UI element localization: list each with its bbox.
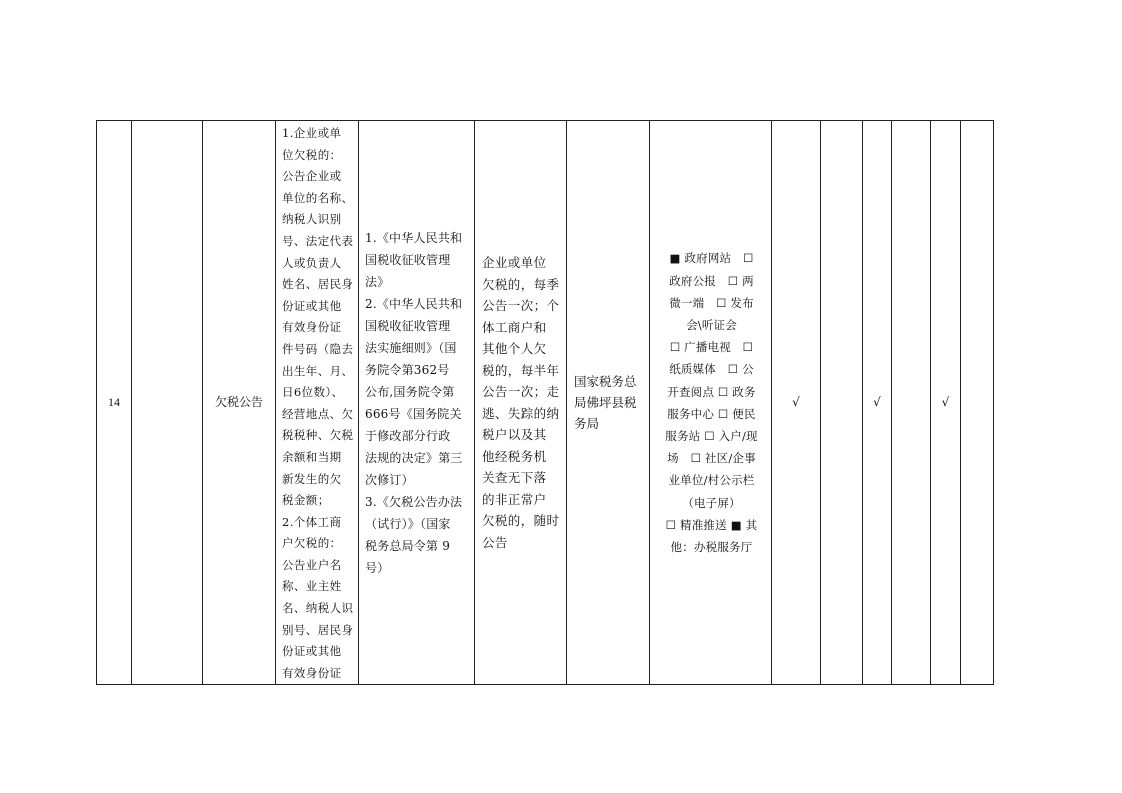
timing-line: 他经税务机 — [482, 448, 547, 464]
check-mark-icon: √ — [941, 395, 950, 410]
content-line: 日6位数）、 — [282, 385, 344, 400]
basis-line: 3.《欠税公告办法 — [365, 494, 463, 509]
content-line: 户欠税的： — [282, 536, 342, 551]
channel-line: ☐ 广播电视 ☐ — [669, 340, 754, 355]
subject-line: 局佛坪县税 — [574, 395, 637, 411]
mark-cell-e — [931, 121, 961, 685]
subject-line: 务局 — [574, 416, 600, 432]
basis-line: 于修改部分行政 — [365, 428, 451, 443]
content-line: 公告业户名 — [282, 557, 342, 572]
channel-line: 微一端 ☐ 发布 — [669, 295, 754, 310]
legal-basis-cell — [359, 121, 475, 685]
item-name-cell — [203, 121, 276, 685]
disclosure-subject — [574, 371, 645, 434]
disclosure-table — [96, 120, 994, 685]
table-row — [97, 121, 994, 685]
channel-line: 场 ☐ 社区/企事 — [667, 451, 756, 466]
content-line: 份证或其他 — [282, 298, 342, 313]
channel-line: （电子屏） — [682, 495, 741, 510]
timing-line: 税的，每半年 — [482, 362, 560, 378]
timing-line: 企业或单位 — [482, 255, 547, 271]
content-line: 称、业主姓 — [282, 579, 342, 594]
channel-line: 服务中心 ☐ 便民 — [667, 406, 756, 421]
disclosure-timing-cell — [475, 121, 567, 685]
content-line: 1.企业或单 — [282, 126, 342, 140]
mark-cell-c — [863, 121, 892, 685]
disclosure-channels-cell — [650, 121, 772, 685]
disclosure-subject-cell — [567, 121, 650, 685]
timing-line: 公告一次；走 — [482, 384, 560, 400]
basis-line: 公布,国务院令第 — [365, 384, 455, 399]
content-line: 余额和当期 — [282, 449, 342, 464]
content-line: 名、纳税人识 — [282, 601, 354, 616]
basis-line: 务院令第362号 — [365, 362, 450, 377]
content-line: 有效身份证 — [282, 320, 342, 335]
row-number: 14 — [108, 395, 120, 410]
basis-line: （试行）》（国家 — [365, 516, 451, 531]
basis-line: 法实施细则》（国 — [365, 340, 457, 355]
timing-line: 体工商户和 — [482, 319, 547, 335]
basis-line: 法》 — [365, 274, 390, 289]
content-line: 别号、居民身 — [282, 622, 354, 637]
row-number-cell — [97, 121, 132, 685]
basis-line: 666号《国务院关 — [365, 406, 462, 421]
basis-line: 国税收征收管理 — [365, 252, 451, 267]
content-line: 有效身份证 — [282, 665, 342, 680]
content-line: 新发生的欠 — [282, 471, 342, 486]
content-line: 位欠税的： — [282, 147, 342, 162]
channel-line: 他：办税服务厅 — [670, 539, 753, 554]
disclosure-channels — [660, 247, 763, 558]
basis-line: 税务总局令第 9 — [365, 538, 451, 553]
mark-cell-a — [772, 121, 821, 685]
content-line: 纳税人识别 — [282, 212, 342, 227]
mark-cell-d — [892, 121, 931, 685]
channel-line: 服务站 ☐ 入户/现 — [665, 428, 758, 443]
timing-line: 欠税的，每季 — [482, 276, 560, 292]
timing-line: 关查无下落 — [482, 470, 547, 486]
channel-line: 会\听证会 — [686, 317, 737, 332]
basis-line: 国税收征收管理 — [365, 318, 451, 333]
timing-line: 税户以及其 — [482, 427, 547, 443]
channel-line: 纸质媒体 ☐ 公 — [669, 362, 754, 377]
content-line: 单位的名称、 — [282, 190, 354, 205]
content-line: 姓名、居民身 — [282, 277, 354, 292]
mark-cell-f — [961, 121, 994, 685]
disclosure-content — [282, 123, 354, 684]
check-mark-icon: √ — [792, 395, 800, 410]
channel-line: ■ 政府网站 ☐ — [669, 251, 754, 266]
timing-line: 逃、失踪的纳 — [482, 405, 560, 421]
timing-line: 其他个人欠 — [482, 341, 547, 357]
timing-line: 欠税的，随时 — [482, 513, 560, 529]
basis-line: 1.《中华人民共和 — [365, 230, 463, 245]
content-line: 号、法定代表 — [282, 233, 354, 248]
disclosure-content-cell — [276, 121, 359, 685]
category-cell — [132, 121, 203, 685]
content-line: 2.个体工商 — [282, 514, 342, 529]
content-line: 公告企业或 — [282, 169, 342, 184]
timing-line: 公告 — [482, 534, 508, 550]
content-line: 税税种、欠税 — [282, 428, 354, 443]
timing-line: 公告一次；个 — [482, 298, 560, 314]
basis-line: 2.《中华人民共和 — [365, 296, 463, 311]
item-name: 欠税公告 — [214, 395, 263, 410]
channel-line: ☐ 精准推送 ■ 其 — [665, 517, 758, 532]
legal-basis — [365, 227, 470, 579]
timing-line: 的非正常户 — [482, 491, 547, 507]
content-line: 经营地点、欠 — [282, 406, 354, 421]
content-line: 出生年、月、 — [282, 363, 354, 378]
channel-line: 业单位/村公示栏 — [668, 473, 755, 488]
content-line: 税金额； — [282, 493, 330, 508]
disclosure-timing — [482, 252, 562, 553]
mark-cell-b — [821, 121, 863, 685]
content-line: 份证或其他 — [282, 644, 342, 659]
content-line: 人或负责人 — [282, 255, 342, 270]
basis-line: 号） — [365, 560, 390, 575]
channel-line: 开查阅点 ☐ 政务 — [667, 384, 756, 399]
basis-line: 法规的决定》第三 — [365, 450, 463, 465]
content-line: 件号码（隐去 — [282, 341, 354, 356]
check-mark-icon: √ — [873, 395, 881, 410]
subject-line: 国家税务总 — [574, 374, 637, 390]
basis-line: 次修订） — [365, 472, 414, 487]
channel-line: 政府公报 ☐ 两 — [669, 273, 754, 288]
